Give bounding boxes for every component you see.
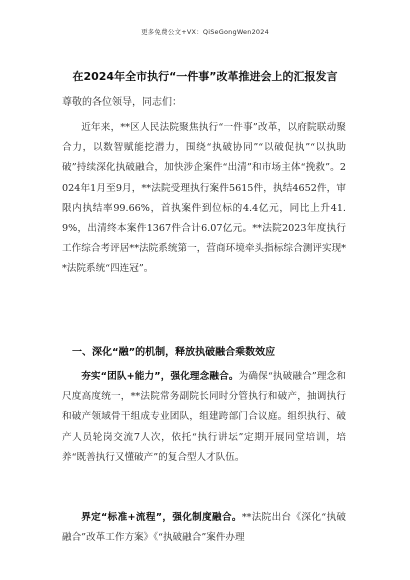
section-heading: 一、深化“融”的机制，释放执破融合乘数效应: [72, 347, 276, 358]
header-note: 更多免费公文+VX：QiSeGongWen2024: [141, 28, 269, 36]
document-title: 在2024年全市执行“一件事”改革推进会上的汇报发言: [72, 70, 338, 83]
body-paragraph-standard: [62, 508, 346, 548]
paragraph-text: **法院出台《深化“执破融合”改革工作方案》《“执破融合”案件办理: [62, 512, 347, 544]
body-paragraph-team: [62, 367, 346, 468]
body-paragraph-intro: 近年来，**区人民法院聚焦执行“一件事”改革，以府院联动聚合力，以数智赋能挖潜力，围绕“执破协同”“以破促执”“以执助破”持续深化执破融合，加快涉企案件“出清”和市场主体“挽救”。2024年1月至9月，**法院受理执行案件5615件，执结4652件，审限内执结率99.66%，首执案件到位标的4.4亿元，同比上升41.9%，出清终本案件1367件合计6.07亿元。**法院2023年度执行工作综合考评居**法院系统第一，营商环境牵头指标综合测评实现**法院系统“四连冠”。: [62, 122, 346, 275]
paragraph-text: 为确保“执破融合”理念和尺度高度统一，**法院常务副院长同时分管执行和破产，抽调执行和破产领域骨干组成专业团队，组建跨部门合议庭。组织执行、破产人员轮岗交流7人次，依托“执行讲坛”定期开展同堂培训，培养“既善执行又懂破产”的复合型人才队伍。: [62, 371, 346, 463]
paragraph-lead: 界定“标准+流程”，强化制度融合。: [81, 512, 242, 523]
paragraph-lead: 夯实“团队+能力”，强化理念融合。: [81, 371, 239, 382]
salutation: 尊敬的各位领导，同志们：: [62, 97, 182, 108]
